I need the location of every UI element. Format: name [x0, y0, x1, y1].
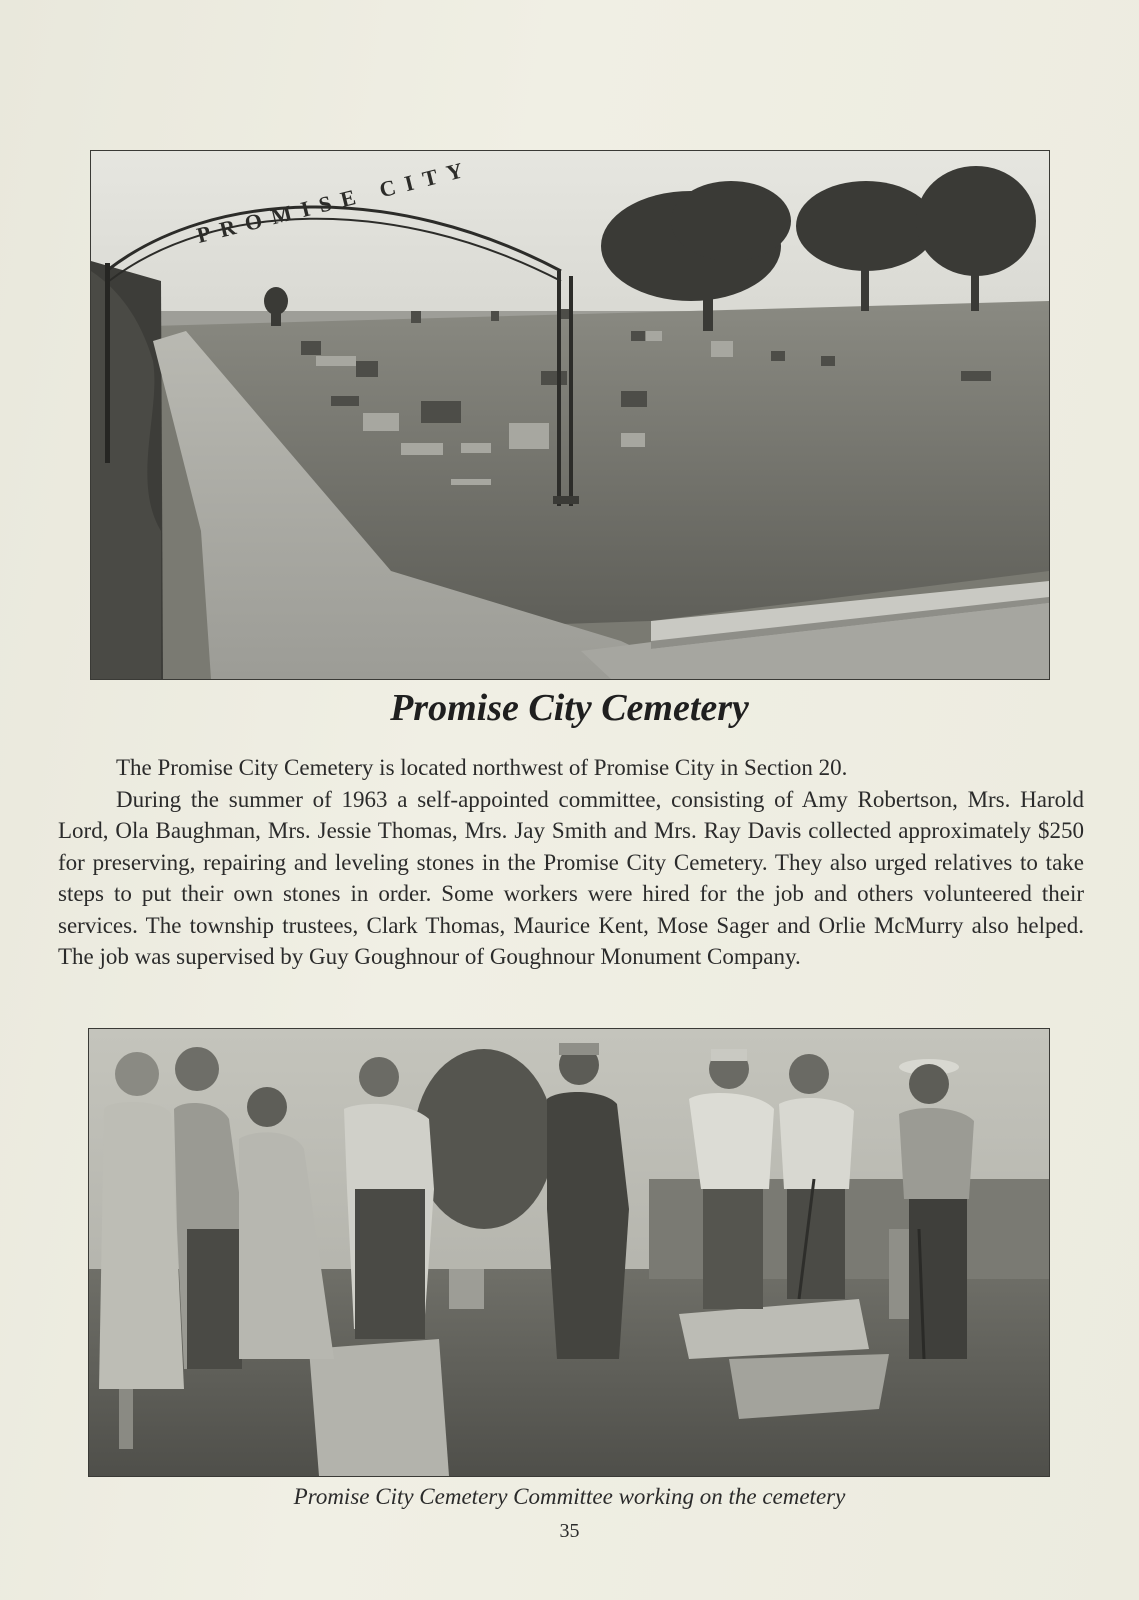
- committee-photo: [88, 1028, 1050, 1477]
- arch-sign-text: PROMISE CITY: [194, 155, 475, 248]
- paragraph-location: The Promise City Cemetery is located northwest of Promise City in Section 20.: [116, 755, 848, 780]
- body-text: [58, 752, 1084, 973]
- paragraph-committee: During the summer of 1963 a self-appointed committee, consisting of Amy Robertson, Mrs. Harold Lord, Ola Baughman, Mrs. Jessie Thomas, Mrs. Jay Smith and Mrs. Ray Davis collected approximately $250 for preserving, repairing and leveling stones in the Promise City Cemetery. They also urged relatives to take steps to put their own stones in order. Some workers were hired for the job and others volunteered their services. The township trustees, Clark Thomas, Maurice Kent, Mose Sager and Orlie McMurry also helped. The job was supervised by Guy Goughnour of Goughnour Monument Company.: [58, 786, 1084, 969]
- photo-caption: Promise City Cemetery Committee working on the cemetery: [293, 1484, 846, 1509]
- page-heading: Promise City Cemetery: [390, 687, 749, 729]
- cemetery-gate-photo: [90, 150, 1050, 680]
- page-number: 35: [559, 1520, 580, 1542]
